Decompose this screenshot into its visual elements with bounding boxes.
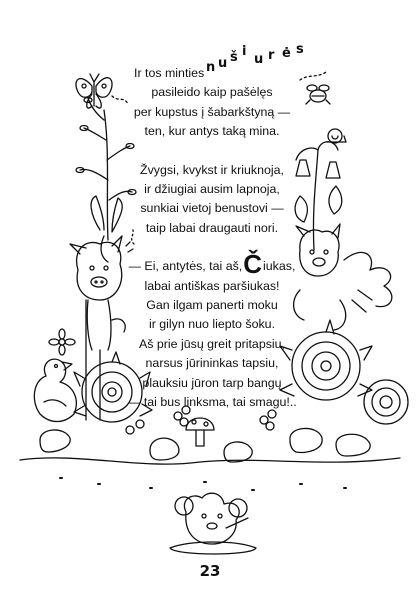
flower-icon xyxy=(49,329,75,355)
poem-line: Žvygsi, kvykst ir kriuknoja, xyxy=(140,162,284,177)
stone-icon xyxy=(40,428,370,462)
wavy-letter: ė xyxy=(282,46,291,61)
poem-line: taip labai draugauti nori. xyxy=(145,220,279,235)
mouse-icon xyxy=(170,493,256,554)
poem-line: narsus jūrininkas tapsiu, xyxy=(145,356,279,371)
poem-line: plauksiu jūron tarp bangų xyxy=(142,375,282,390)
poem-line: labai antiškas paršiukas! xyxy=(144,278,280,293)
poem-line: pasileido kaip pašėlęs xyxy=(151,85,273,100)
poem-line: ir džiugiai ausim lapnoja, xyxy=(144,182,280,197)
poem-line: ir gilyn nuo liepto šoku. xyxy=(148,317,276,332)
wavy-letter: n xyxy=(206,60,216,75)
name-initial: Č xyxy=(243,249,263,280)
poem-line: Aš prie jūsų greit pritapsiu, xyxy=(138,336,285,351)
piglet-icon xyxy=(70,236,125,350)
stanza-3 xyxy=(128,249,297,412)
poem xyxy=(128,64,296,432)
wavy-letter: u xyxy=(254,52,264,67)
page-number: 23 xyxy=(199,562,221,580)
poem-line-start: — Ei, antytės, tai aš, xyxy=(128,259,243,274)
piglet-icon xyxy=(296,224,340,276)
butterfly-icon xyxy=(76,74,112,108)
poem-line: sunkiai vietoj benustovi — xyxy=(140,201,284,216)
duck-icon xyxy=(34,359,76,421)
name-rest: iukas, xyxy=(263,259,296,274)
poem-line xyxy=(128,249,296,280)
wavy-letter: u xyxy=(218,56,228,71)
poem-line: Ir tos minties xyxy=(134,66,205,80)
stanza-1 xyxy=(128,64,296,142)
snail-icon xyxy=(326,129,346,143)
poem-line: Gan ilgam panerti moku xyxy=(146,298,278,313)
wavy-letter: i xyxy=(242,44,247,59)
sunflower-icon xyxy=(364,380,408,424)
bee-icon xyxy=(306,85,330,104)
wavy-letter: r xyxy=(268,48,275,63)
stanza-2 xyxy=(128,161,296,239)
fern-icon xyxy=(76,98,136,263)
wavy-letter: s xyxy=(296,42,304,57)
poem-line: — tai bus linksma, tai smagu!.. xyxy=(128,395,297,410)
poem-line: per kupstus į šabarkštyną — xyxy=(133,104,291,119)
wavy-letter: š xyxy=(230,50,238,65)
poem-line: ten, kur antys taką mina. xyxy=(144,124,280,139)
